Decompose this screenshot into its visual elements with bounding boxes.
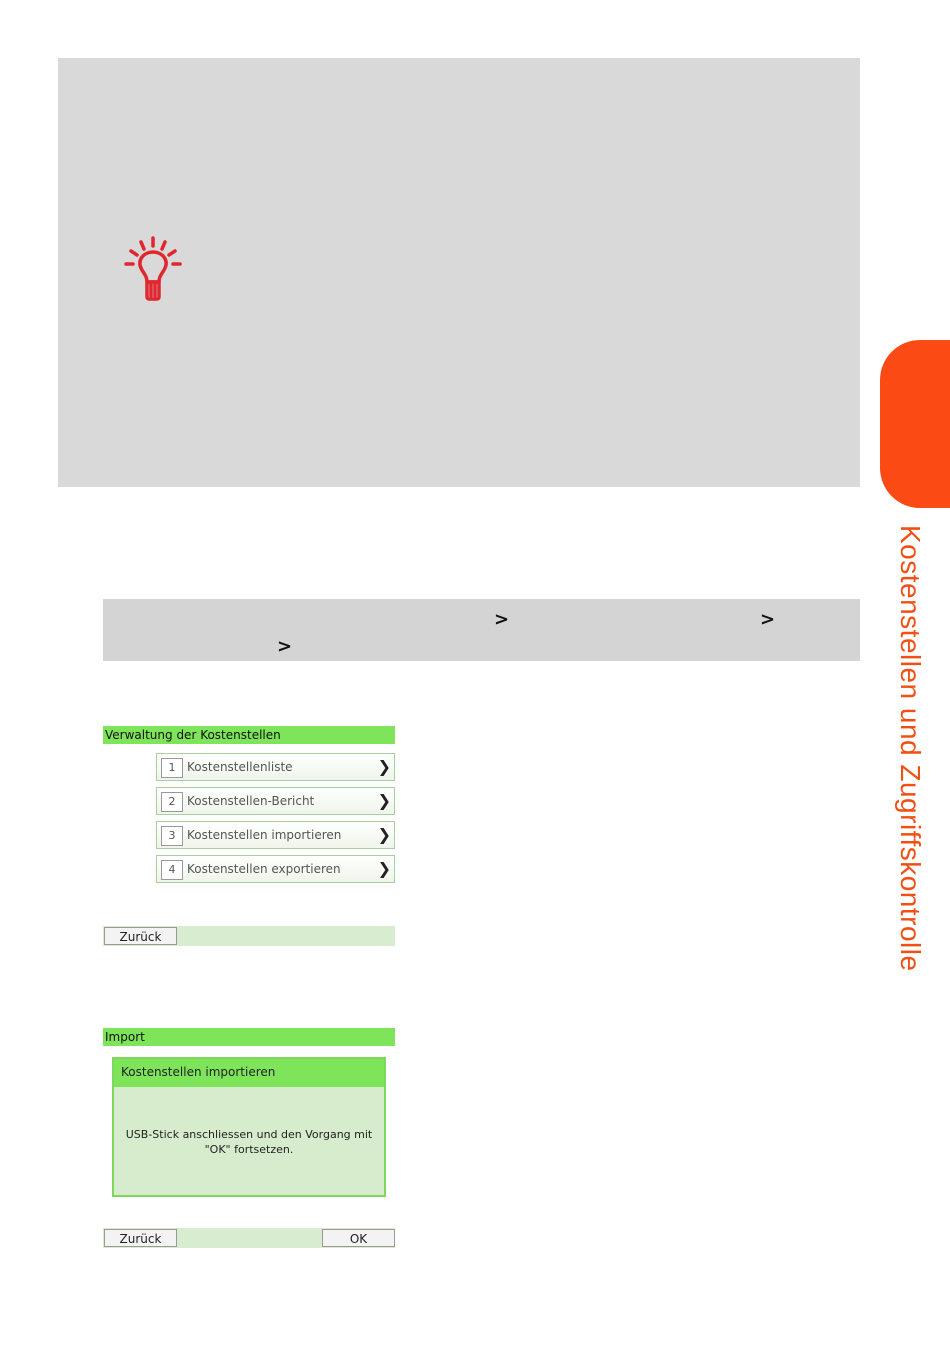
- path-separator: >: [494, 609, 510, 630]
- ok-button[interactable]: OK: [322, 1229, 395, 1247]
- menu-item-number: 1: [161, 758, 183, 778]
- menu-item-import-cost-centers[interactable]: [156, 821, 395, 849]
- dialog-message-line: USB-Stick anschliessen und den Vorgang mit: [125, 1128, 373, 1141]
- path-separator: >: [277, 636, 293, 657]
- chevron-right-icon: ❯: [377, 859, 391, 878]
- chapter-title: Kostenstellen und Zugriffskontrolle: [895, 525, 926, 972]
- menu-item-cost-center-report[interactable]: [156, 787, 395, 815]
- chevron-right-icon: ❯: [377, 825, 391, 844]
- menu-item-label: Kostenstellen exportieren: [187, 862, 341, 876]
- menu-item-cost-center-list[interactable]: [156, 753, 395, 781]
- menu-item-number: 2: [161, 792, 183, 812]
- screen-import: [103, 1028, 395, 1248]
- menu-item-label: Kostenstellen-Bericht: [187, 794, 315, 808]
- menu-item-number: 4: [161, 860, 183, 880]
- screen-footer: [103, 926, 395, 946]
- back-button[interactable]: Zurück: [104, 927, 177, 945]
- dialog-title: Kostenstellen importieren: [114, 1059, 384, 1087]
- lightbulb-icon: [122, 234, 184, 304]
- path-separator: >: [760, 609, 776, 630]
- screen-footer: [103, 1228, 395, 1248]
- menu-item-number: 3: [161, 826, 183, 846]
- chevron-right-icon: ❯: [377, 791, 391, 810]
- menu-item-label: Kostenstellenliste: [187, 760, 293, 774]
- menu-item-export-cost-centers[interactable]: [156, 855, 395, 883]
- dialog-message: [114, 1127, 384, 1157]
- navigation-path-bar: [103, 599, 860, 661]
- screen-header: Import: [103, 1028, 395, 1046]
- back-button[interactable]: Zurück: [104, 1229, 177, 1247]
- screen-header: Verwaltung der Kostenstellen: [103, 726, 395, 744]
- chevron-right-icon: ❯: [377, 757, 391, 776]
- chapter-tab: [880, 340, 950, 508]
- dialog-message-line: "OK" fortsetzen.: [204, 1143, 294, 1156]
- import-dialog: [112, 1057, 386, 1197]
- menu-item-label: Kostenstellen importieren: [187, 828, 342, 842]
- screen-cost-center-menu: [103, 726, 395, 946]
